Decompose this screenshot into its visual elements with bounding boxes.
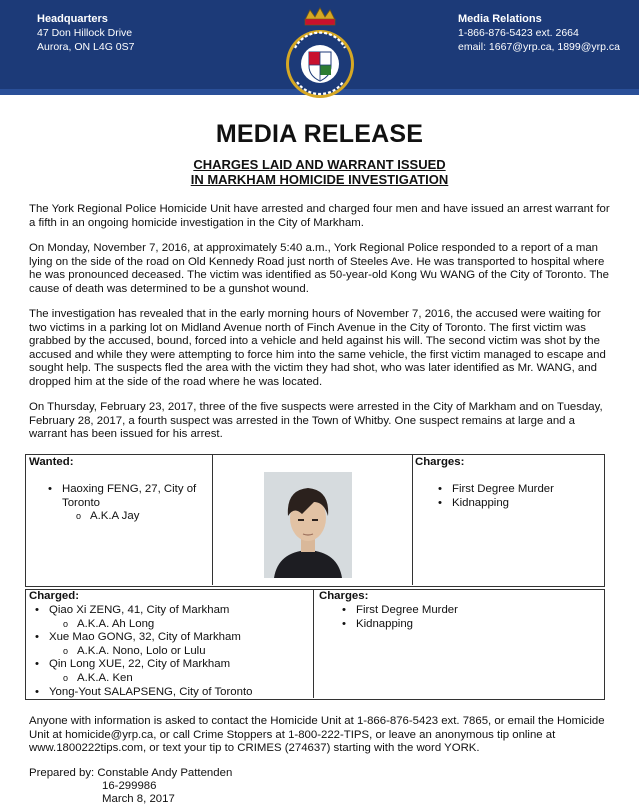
media-relations-email: email: 1667@yrp.ca, 1899@yrp.ca: [458, 41, 620, 53]
document-title: MEDIA RELEASE: [215, 120, 424, 148]
wanted-charges-label: Charges:: [415, 456, 465, 468]
charged-person-name: • Qiao Xi ZENG, 41, City of Markham: [35, 604, 310, 618]
media-relations-phone: 1-866-876-5423 ext. 2664: [458, 27, 579, 39]
charged-charge-item: • First Degree Murder: [342, 604, 592, 618]
incident-paragraph: On Monday, November 7, 2016, at approximately 5:40 a.m., York Regional Police responded to a report of a man lying on the side of the road on Old Kennedy Road just north of Steeles Ave. He was transported to hospital where he was pronounced deceased. The victim was identified as 50-year-old Kong Wu WANG of the City of Toronto. The cause of death was determined to be a gunshot wound.: [29, 242, 609, 295]
headquarters-street: 47 Don Hillock Drive: [37, 27, 133, 39]
charged-person-aka: o A.K.A. Ken: [63, 672, 310, 686]
release-date: March 8, 2017: [102, 793, 175, 805]
wanted-aka: o A.K.A Jay: [76, 510, 208, 524]
wanted-list: [48, 483, 208, 524]
charged-charge-item: • Kidnapping: [342, 618, 592, 632]
headquarters-title: Headquarters: [37, 13, 108, 25]
charged-charges-list: [342, 604, 592, 631]
arrests-paragraph: On Thursday, February 23, 2017, three of the five suspects were arrested in the City of Markham and on Tuesday, February 28, 2017, a fourth suspect was arrested in the Town of Whitby. One suspect remains at large and a warrant has been issued for his arrest.: [29, 401, 603, 441]
prepared-by: Prepared by: Constable Andy Pattenden: [29, 767, 233, 779]
charged-person-name: • Xue Mao GONG, 32, City of Markham: [35, 631, 310, 645]
wanted-label: Wanted:: [29, 456, 74, 468]
charged-person-aka: o A.K.A. Ah Long: [63, 618, 310, 632]
headquarters-address: [37, 12, 134, 54]
wanted-charges-list: [438, 483, 598, 510]
subtitle-line-1: CHARGES LAID AND WARRANT ISSUED: [193, 157, 446, 172]
charged-person-name: • Qin Long XUE, 22, City of Markham: [35, 658, 310, 672]
suspect-photo: [264, 472, 352, 578]
suspect-portrait-icon: [264, 472, 352, 578]
charged-divider: [313, 589, 314, 698]
media-relations-contact: [458, 12, 620, 54]
wanted-charge-item: • Kidnapping: [438, 497, 598, 511]
headquarters-city: Aurora, ON L4G 0S7: [37, 41, 135, 53]
intro-paragraph: The York Regional Police Homicide Unit have arrested and charged four men and have issued an arrest warrant for a fifth in an ongoing homicide investigation in the City of Markham.: [29, 203, 610, 229]
contact-paragraph: Anyone with information is asked to contact the Homicide Unit at 1-866-876-5423 ext. 7865, or email the Homicide Unit at homicide@yrp.ca, or call Crime Stoppers at 1-800-222-TIPS, or leave an anonymous tip online at www.1800222tips.com, or text your tip to CRIMES (274637) starting with the word YORK.: [29, 715, 605, 755]
investigation-paragraph: The investigation has revealed that in the early morning hours of November 7, 2016, the accused were waiting for two victims in a parking lot on Midland Avenue north of Finch Avenue in the City of Toronto. The first victim was grabbed by the accused, bound, forced into a vehicle and held against his will. The second victim was shot by the accused and while they were attempting to force him into the same vehicle, the first victim managed to escape and sought help. The suspects fled the area with the victim they had shot, who was later identified as Mr. WANG, and dropped him at the side of the road where he was located.: [29, 308, 606, 388]
wanted-name: • Haoxing FENG, 27, City of Toronto: [48, 483, 208, 510]
police-crest-icon: [283, 6, 357, 104]
charged-charges-label: Charges:: [319, 590, 369, 602]
subtitle-line-2: IN MARKHAM HOMICIDE INVESTIGATION: [190, 172, 449, 187]
case-number: 16-299986: [102, 780, 157, 792]
charged-list: [35, 604, 310, 699]
media-relations-title: Media Relations: [458, 13, 542, 25]
charged-person-aka: o A.K.A. Nono, Lolo or Lulu: [63, 645, 310, 659]
charged-label: Charged:: [29, 590, 79, 602]
document-subtitle: [0, 157, 639, 187]
charged-person-name: • Yong-Yout SALAPSENG, City of Toronto: [35, 686, 310, 700]
wanted-charge-item: • First Degree Murder: [438, 483, 598, 497]
